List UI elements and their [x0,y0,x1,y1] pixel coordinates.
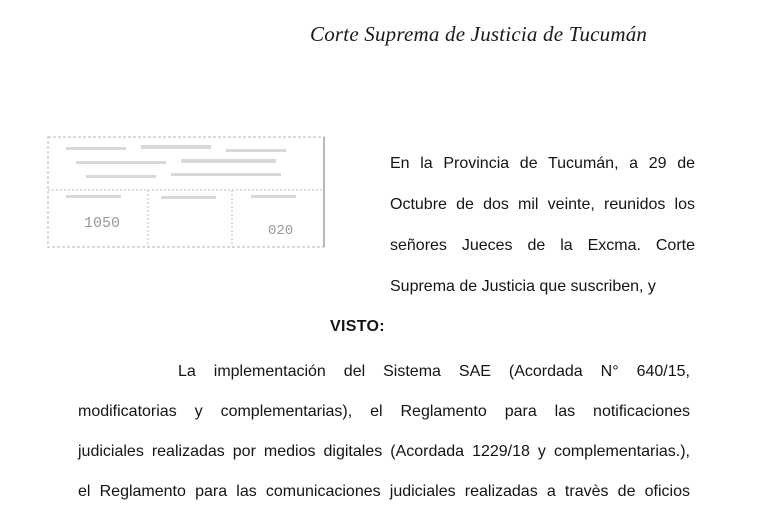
intro-paragraph [390,143,695,307]
intro-line: En la Provincia de Tucumán, a 29 de [390,155,695,172]
body-line: modificatorias y complementarias), el Reglamento para las notificaciones [78,403,690,420]
body-line: el Reglamento para las comunicaciones judiciales realizadas a travès de oficios [78,483,690,500]
body-line: judiciales realizadas por medios digitales (Acordada 1229/18 y complementarias.), [78,443,690,460]
court-letterhead: Corte Suprema de Justicia de Tucumán [310,22,648,46]
section-heading-visto: VISTO: [330,318,385,335]
stamp-number-right: 020 [268,223,294,239]
entry-stamp [46,135,326,251]
body-paragraph [78,352,690,512]
intro-line: señores Jueces de la Excma. Corte [390,237,695,254]
stamp-number-left: 1050 [84,215,121,232]
body-line: La implementación del Sistema SAE (Acordada N° 640/15, [178,363,690,380]
intro-line: Octubre de dos mil veinte, reunidos los [390,196,695,213]
intro-line: Suprema de Justicia que suscriben, y [390,278,656,295]
